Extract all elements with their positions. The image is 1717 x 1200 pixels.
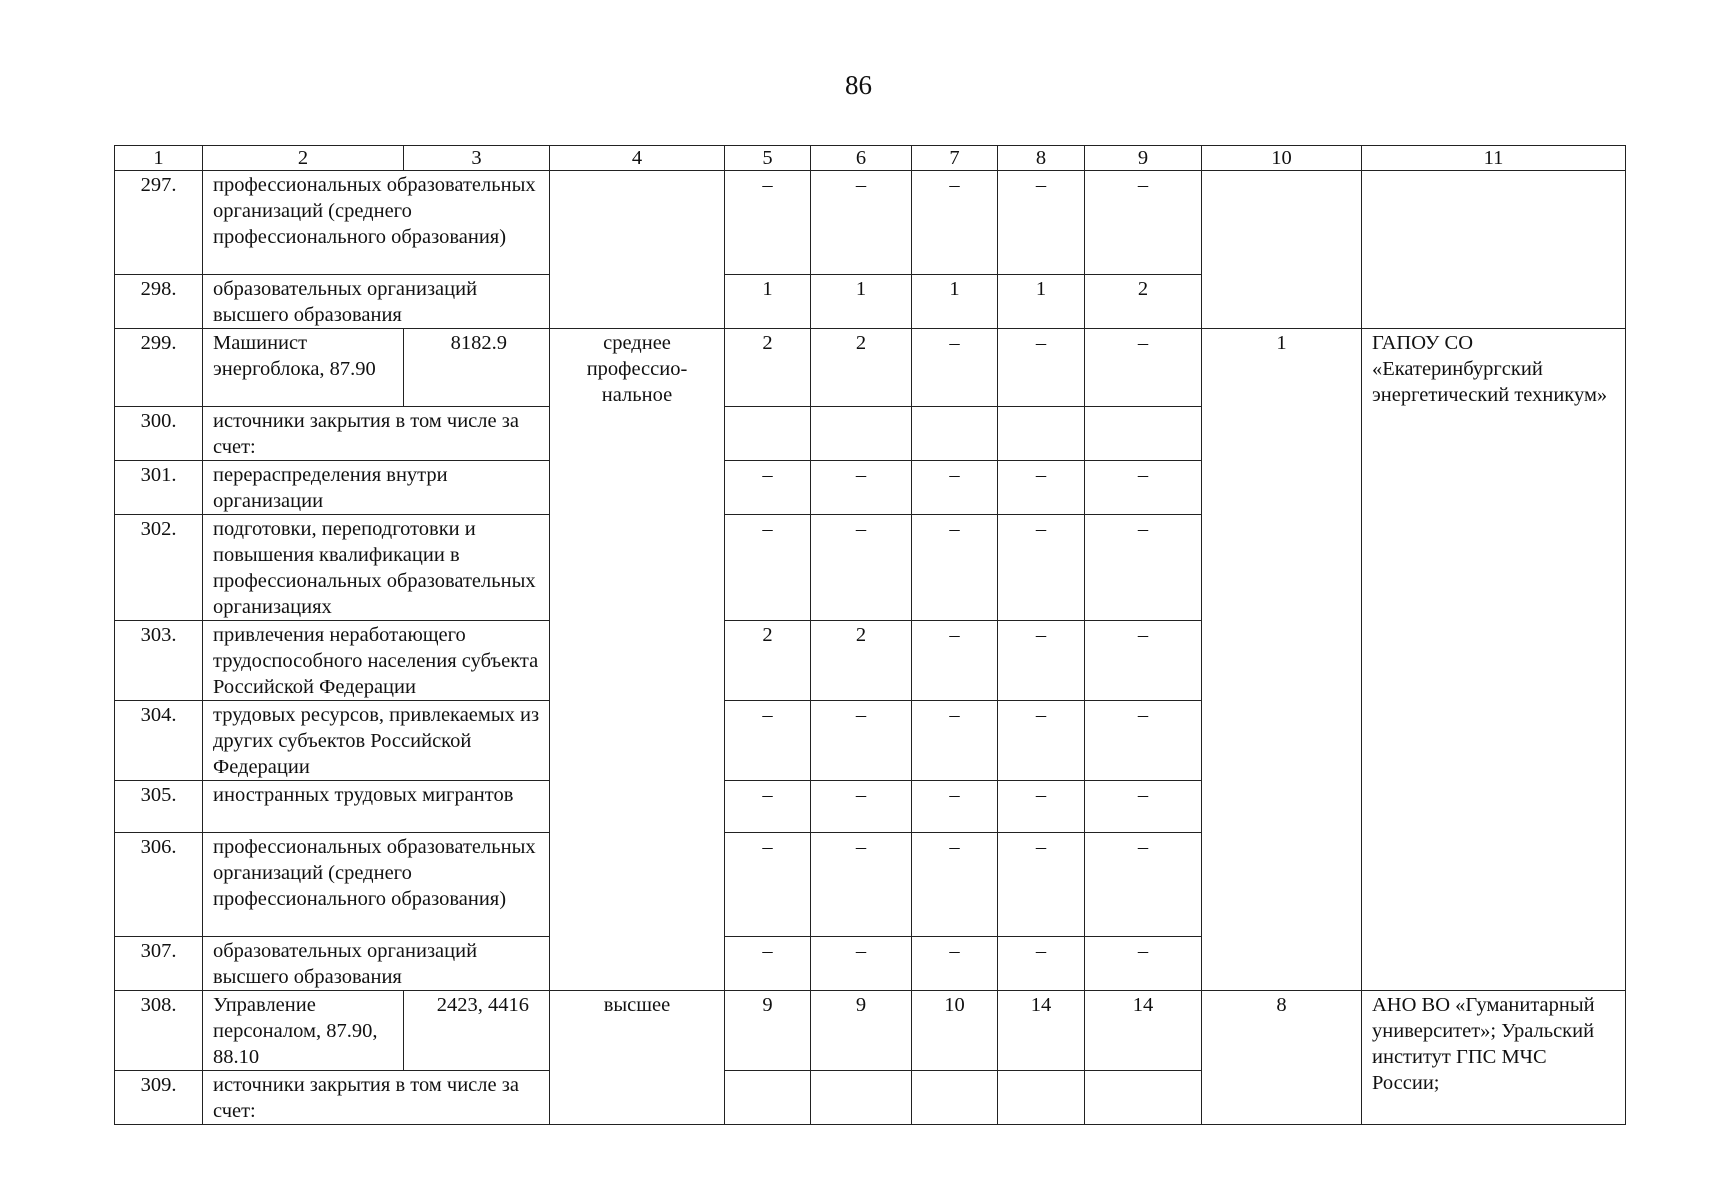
- value-cell: –: [998, 621, 1085, 701]
- value-cell: –: [912, 701, 998, 781]
- row-name: перераспределения внутри организации: [203, 461, 550, 515]
- value-cell: –: [1085, 329, 1202, 407]
- count-cell: 1: [1202, 329, 1362, 991]
- value-cell: –: [811, 515, 912, 621]
- value-cell: [811, 407, 912, 461]
- value-cell: –: [912, 781, 998, 833]
- value-cell: –: [811, 171, 912, 275]
- value-cell: –: [912, 461, 998, 515]
- value-cell: –: [998, 781, 1085, 833]
- header-cell: 1: [115, 146, 203, 171]
- value-cell: –: [1085, 515, 1202, 621]
- value-cell: –: [912, 329, 998, 407]
- table-row: [115, 275, 1626, 329]
- data-table: [114, 145, 1626, 1125]
- count-cell: [1202, 275, 1362, 329]
- value-cell: 9: [811, 991, 912, 1071]
- value-cell: [998, 1071, 1085, 1125]
- value-cell: 2: [811, 621, 912, 701]
- value-cell: 2: [725, 329, 811, 407]
- code-cell: 2423, 4416: [404, 991, 550, 1071]
- organization-cell: ГАПОУ СО «Екатеринбургский энергетический техникум»: [1362, 329, 1626, 991]
- level-cell: среднее профессио-нальное: [550, 329, 725, 991]
- row-name: образовательных организаций высшего образования: [203, 937, 550, 991]
- value-cell: –: [912, 515, 998, 621]
- organization-cell: [1362, 275, 1626, 329]
- row-number: 304.: [115, 701, 203, 781]
- value-cell: –: [1085, 701, 1202, 781]
- value-cell: –: [725, 461, 811, 515]
- value-cell: –: [998, 937, 1085, 991]
- header-cell: 3: [404, 146, 550, 171]
- header-cell: 5: [725, 146, 811, 171]
- table-row: [115, 329, 1626, 407]
- value-cell: –: [912, 171, 998, 275]
- row-number: 303.: [115, 621, 203, 701]
- value-cell: –: [811, 781, 912, 833]
- code-cell: 8182.9: [404, 329, 550, 407]
- value-cell: –: [811, 937, 912, 991]
- value-cell: 1: [811, 275, 912, 329]
- header-cell: 7: [912, 146, 998, 171]
- row-number: 298.: [115, 275, 203, 329]
- row-number: 308.: [115, 991, 203, 1071]
- level-cell: [550, 171, 725, 275]
- value-cell: [912, 1071, 998, 1125]
- header-cell: 2: [203, 146, 404, 171]
- row-number: 306.: [115, 833, 203, 937]
- header-cell: 6: [811, 146, 912, 171]
- value-cell: [725, 407, 811, 461]
- value-cell: [725, 1071, 811, 1125]
- table-row: [115, 991, 1626, 1071]
- value-cell: 2: [1085, 275, 1202, 329]
- value-cell: –: [1085, 621, 1202, 701]
- value-cell: –: [1085, 833, 1202, 937]
- value-cell: –: [725, 515, 811, 621]
- count-cell: 8: [1202, 991, 1362, 1125]
- row-name: привлечения неработающего трудоспособного населения субъекта Российской Федерации: [203, 621, 550, 701]
- value-cell: –: [1085, 937, 1202, 991]
- value-cell: 1: [725, 275, 811, 329]
- value-cell: –: [912, 621, 998, 701]
- value-cell: [1085, 407, 1202, 461]
- row-name: Машинист энергоблока, 87.90: [203, 329, 404, 407]
- row-name: трудовых ресурсов, привлекаемых из других субъектов Российской Федерации: [203, 701, 550, 781]
- level-cell: высшее: [550, 991, 725, 1125]
- row-name: профессиональных образовательных организаций (среднего профессионального образования): [203, 171, 550, 275]
- value-cell: –: [1085, 171, 1202, 275]
- value-cell: 2: [725, 621, 811, 701]
- value-cell: –: [1085, 461, 1202, 515]
- header-cell: 11: [1362, 146, 1626, 171]
- value-cell: 1: [998, 275, 1085, 329]
- value-cell: –: [725, 833, 811, 937]
- value-cell: 10: [912, 991, 998, 1071]
- row-number: 305.: [115, 781, 203, 833]
- row-number: 302.: [115, 515, 203, 621]
- row-number: 307.: [115, 937, 203, 991]
- header-cell: 8: [998, 146, 1085, 171]
- value-cell: –: [811, 833, 912, 937]
- row-number: 301.: [115, 461, 203, 515]
- organization-cell: [1362, 171, 1626, 275]
- value-cell: 14: [998, 991, 1085, 1071]
- row-name: профессиональных образовательных организаций (среднего профессионального образования): [203, 833, 550, 937]
- value-cell: 2: [811, 329, 912, 407]
- table-row: [115, 171, 1626, 275]
- value-cell: –: [725, 937, 811, 991]
- value-cell: 1: [912, 275, 998, 329]
- row-number: 297.: [115, 171, 203, 275]
- value-cell: [912, 407, 998, 461]
- value-cell: –: [998, 171, 1085, 275]
- value-cell: 14: [1085, 991, 1202, 1071]
- level-cell: [550, 275, 725, 329]
- value-cell: –: [998, 833, 1085, 937]
- value-cell: –: [811, 701, 912, 781]
- header-row: [115, 146, 1626, 171]
- row-name: подготовки, переподготовки и повышения квалификации в профессиональных образовательных организациях: [203, 515, 550, 621]
- row-name: иностранных трудовых мигрантов: [203, 781, 550, 833]
- value-cell: –: [725, 781, 811, 833]
- row-name: источники закрытия в том числе за счет:: [203, 1071, 550, 1125]
- value-cell: [998, 407, 1085, 461]
- value-cell: [1085, 1071, 1202, 1125]
- value-cell: –: [912, 937, 998, 991]
- header-cell: 9: [1085, 146, 1202, 171]
- value-cell: –: [811, 461, 912, 515]
- value-cell: –: [998, 461, 1085, 515]
- value-cell: –: [998, 515, 1085, 621]
- value-cell: –: [1085, 781, 1202, 833]
- value-cell: –: [725, 171, 811, 275]
- row-number: 300.: [115, 407, 203, 461]
- value-cell: 9: [725, 991, 811, 1071]
- organization-cell: АНО ВО «Гуманитарный университет»; Уральский институт ГПС МЧС России;: [1362, 991, 1626, 1125]
- value-cell: [811, 1071, 912, 1125]
- value-cell: –: [998, 701, 1085, 781]
- value-cell: –: [725, 701, 811, 781]
- row-name: источники закрытия в том числе за счет:: [203, 407, 550, 461]
- page-number: 86: [845, 70, 872, 100]
- count-cell: [1202, 171, 1362, 275]
- value-cell: –: [912, 833, 998, 937]
- header-cell: 10: [1202, 146, 1362, 171]
- row-name: Управление персоналом, 87.90, 88.10: [203, 991, 404, 1071]
- row-number: 309.: [115, 1071, 203, 1125]
- value-cell: –: [998, 329, 1085, 407]
- row-number: 299.: [115, 329, 203, 407]
- row-name: образовательных организаций высшего образования: [203, 275, 550, 329]
- header-cell: 4: [550, 146, 725, 171]
